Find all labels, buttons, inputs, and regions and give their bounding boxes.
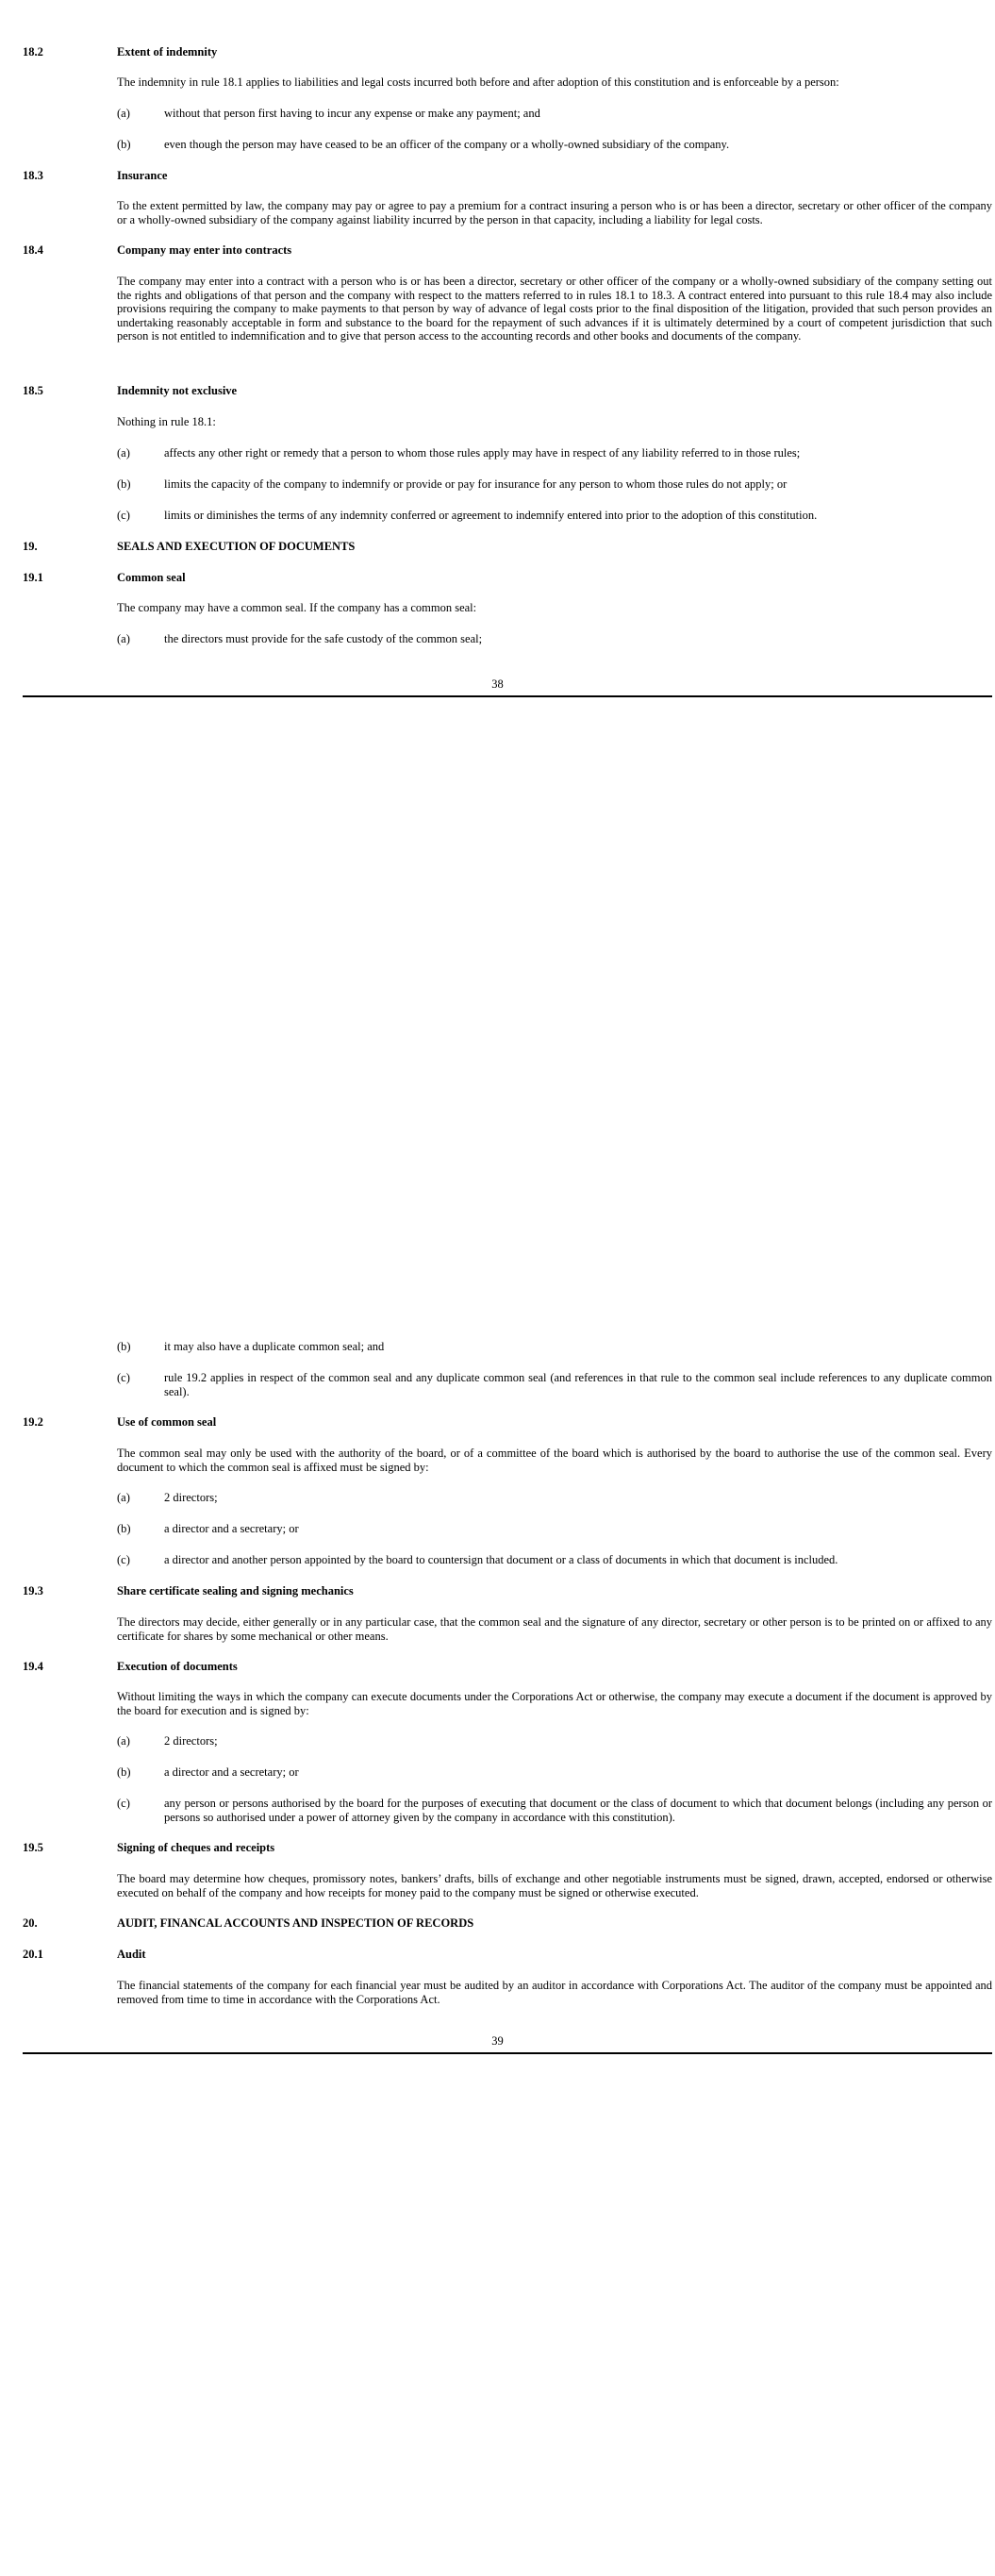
section-number: 19.3 <box>23 1584 43 1597</box>
section-title: AUDIT, FINANCAL ACCOUNTS AND INSPECTION OF RECORDS <box>117 1916 474 1930</box>
list-label: (c) <box>117 1797 130 1810</box>
paragraph: The common seal may only be used with the authority of the board, or of a committee of the board which is authorised by the board to authorise the use of the common seal. Every document to which the common seal is affixed must be signed by: <box>117 1447 992 1474</box>
section-title: Audit <box>117 1948 146 1961</box>
document-page-39 <box>0 1340 995 2048</box>
section-number: 19. <box>23 540 38 553</box>
list-text: it may also have a duplicate common seal; and <box>164 1340 385 1353</box>
page-divider <box>23 2052 992 2054</box>
list-label: (c) <box>117 1553 130 1566</box>
list-label: (b) <box>117 138 131 151</box>
list-label: (b) <box>117 1340 131 1353</box>
section-number: 18.2 <box>23 45 43 59</box>
list-label: (c) <box>117 509 130 522</box>
section-title: Share certificate sealing and signing mechanics <box>117 1584 354 1597</box>
list-label: (b) <box>117 1522 131 1535</box>
paragraph: The board may determine how cheques, promissory notes, bankers’ drafts, bills of exchange and other negotiable instruments must be signed, drawn, accepted, endorsed or otherwise executed on behalf of the company and how receipts for money paid to the company must be signed or otherwise executed. <box>117 1872 992 1899</box>
list-label: (a) <box>117 107 130 120</box>
paragraph: The directors may decide, either generally or in any particular case, that the common seal and the signature of any director, secretary or other person is to be printed on or affixed to any certificate for shares by some mechanical or other means. <box>117 1615 992 1643</box>
list-label: (b) <box>117 477 131 491</box>
list-text: a director and a secretary; or <box>164 1522 299 1535</box>
page-divider <box>23 695 992 697</box>
section-number: 19.4 <box>23 1660 43 1673</box>
section-title: Insurance <box>117 169 168 182</box>
paragraph: The company may have a common seal. If the company has a common seal: <box>117 601 477 614</box>
list-label: (c) <box>117 1371 130 1384</box>
list-label: (a) <box>117 1734 130 1748</box>
list-text: without that person first having to incur any expense or make any payment; and <box>164 107 540 120</box>
section-number: 20. <box>23 1916 38 1930</box>
paragraph: To the extent permitted by law, the company may pay or agree to pay a premium for a contract insuring a person who is or has been a director, secretary or other officer of the company or a wholly-owned subsidiary of the company against liability incurred by the person in that capacity, including a liability for legal costs. <box>117 199 992 226</box>
list-label: (a) <box>117 632 130 645</box>
section-title: Company may enter into contracts <box>117 243 292 257</box>
section-number: 19.5 <box>23 1841 43 1854</box>
section-title: Execution of documents <box>117 1660 238 1673</box>
section-title: Signing of cheques and receipts <box>117 1841 275 1854</box>
list-text: the directors must provide for the safe custody of the common seal; <box>164 632 483 645</box>
list-text: affects any other right or remedy that a person to whom those rules apply may have in respect of any liability referred to in those rules; <box>164 446 801 460</box>
page-number: 38 <box>491 677 504 691</box>
list-text: even though the person may have ceased to be an officer of the company or a wholly-owned subsidiary of the company. <box>164 138 730 151</box>
paragraph: The indemnity in rule 18.1 applies to liabilities and legal costs incurred both before and after adoption of this constitution and is enforceable by a person: <box>117 75 839 89</box>
list-text: a director and another person appointed by the board to countersign that document or a class of documents in which that document is included. <box>164 1553 838 1566</box>
section-number: 18.3 <box>23 169 43 182</box>
list-text: any person or persons authorised by the board for the purposes of executing that document or the class of document to which that document belongs (including any person or persons so authorised under a power of attorney given by the company in accordance with this constitution). <box>164 1797 992 1824</box>
section-title: Extent of indemnity <box>117 45 218 59</box>
list-text: limits or diminishes the terms of any indemnity conferred or agreement to indemnify entered into prior to the adoption of this constitution. <box>164 509 818 522</box>
section-title: Use of common seal <box>117 1415 217 1429</box>
section-title: SEALS AND EXECUTION OF DOCUMENTS <box>117 540 356 553</box>
list-label: (a) <box>117 1491 130 1504</box>
list-text: a director and a secretary; or <box>164 1765 299 1779</box>
list-text: rule 19.2 applies in respect of the common seal and any duplicate common seal (and references in that rule to the common seal include references to any duplicate common seal). <box>164 1371 992 1398</box>
list-text: limits the capacity of the company to indemnify or provide or pay for insurance for any person to whom those rules do not apply; or <box>164 477 788 491</box>
section-number: 18.5 <box>23 384 43 397</box>
paragraph: Without limiting the ways in which the company can execute documents under the Corporations Act or otherwise, the company may execute a document if the document is approved by the board for execution and is signed by: <box>117 1690 992 1717</box>
paragraph: Nothing in rule 18.1: <box>117 415 216 428</box>
section-number: 20.1 <box>23 1948 43 1961</box>
list-label: (b) <box>117 1765 131 1779</box>
list-text: 2 directors; <box>164 1491 218 1504</box>
section-number: 19.2 <box>23 1415 43 1429</box>
paragraph: The company may enter into a contract with a person who is or has been a director, secretary or other officer of the company or a wholly-owned subsidiary of the company setting out the rights and obligations of that person and the company with respect to the matters referred to in rules 18.1 to 18.3. A contract entered into pursuant to this rule 18.4 may also include provisions requiring the company to make payments to that person by way of advance of legal costs prior to the final disposition of the litigation, provided that such person provides an undertaking reasonably acceptable in form and substance to the board for the repayment of such advances if it is ultimately determined by a court of competent jurisdiction that such person is not entitled to indemnification and to give that person access to the accounting records and other books and documents of the company. <box>117 275 992 343</box>
section-number: 18.4 <box>23 243 43 257</box>
list-label: (a) <box>117 446 130 460</box>
list-text: 2 directors; <box>164 1734 218 1748</box>
paragraph: The financial statements of the company for each financial year must be audited by an auditor in accordance with Corporations Act. The auditor of the company must be appointed and removed from time to time in accordance with the Corporations Act. <box>117 1979 992 2006</box>
page-number: 39 <box>491 2034 504 2048</box>
section-title: Indemnity not exclusive <box>117 384 238 397</box>
section-title: Common seal <box>117 571 186 584</box>
section-number: 19.1 <box>23 571 43 584</box>
document-page-38 <box>0 0 995 703</box>
